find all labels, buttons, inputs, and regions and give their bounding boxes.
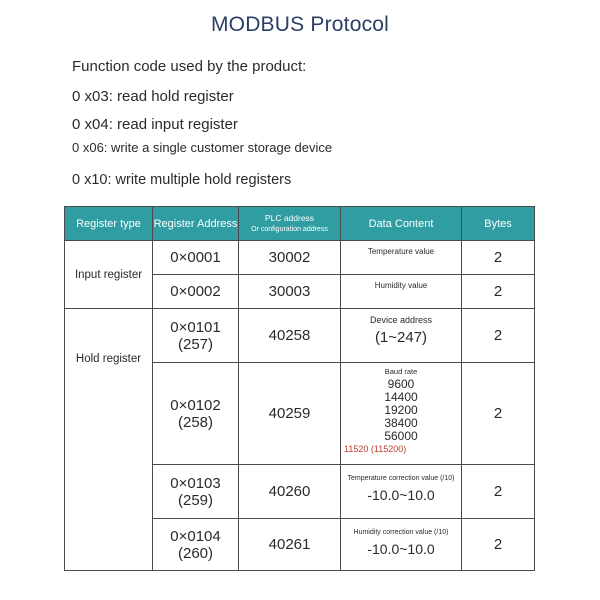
- register-address: 0×0002: [153, 275, 239, 309]
- baud-rate-option: 56000: [384, 429, 418, 443]
- baud-rate-option: 9600: [387, 377, 415, 391]
- group-hold-register: Hold register: [65, 309, 153, 571]
- bytes-value: 2: [462, 275, 535, 309]
- table-header-row: [65, 207, 535, 241]
- plc-address: 40261: [239, 519, 341, 571]
- bytes-value: 2: [462, 241, 535, 275]
- bytes-value: 2: [462, 465, 535, 519]
- data-content: [341, 309, 462, 363]
- baud-rate-option: 14400: [384, 390, 418, 404]
- data-content: [341, 363, 462, 465]
- content-label: Temperature correction value (/10): [347, 475, 455, 482]
- data-content: [341, 519, 462, 571]
- content-value: (1~247): [374, 329, 428, 346]
- baud-rate-highlight: 11520 (115200): [344, 444, 407, 454]
- group-input-register: Input register: [65, 241, 153, 309]
- page-title: MODBUS Protocol: [210, 13, 390, 36]
- bytes-value: 2: [462, 309, 535, 363]
- baud-rate-option: 19200: [384, 403, 418, 417]
- function-code-heading: Function code used by the product:: [72, 58, 307, 75]
- content-label: Baud rate: [384, 367, 418, 376]
- address-hex: 0×0101: [170, 318, 221, 336]
- address-dec: (259): [177, 491, 214, 509]
- plc-address: 40259: [239, 363, 341, 465]
- content-value: -10.0~10.0: [367, 487, 435, 503]
- register-address: [153, 309, 239, 363]
- bytes-value: 2: [462, 519, 535, 571]
- header-data-content: Data Content: [341, 207, 462, 241]
- data-content: [341, 465, 462, 519]
- address-hex: 0×0104: [170, 527, 221, 545]
- function-code-item: 0 x04: read input register: [72, 116, 238, 133]
- header-bytes: Bytes: [462, 207, 535, 241]
- address-hex: 0×0102: [170, 396, 221, 414]
- address-dec: (257): [177, 335, 214, 353]
- function-code-item: 0 x10: write multiple hold registers: [72, 172, 292, 188]
- content-value: -10.0~10.0: [367, 541, 435, 557]
- plc-address: 40258: [239, 309, 341, 363]
- bytes-value: 2: [462, 363, 535, 465]
- header-register-address: Register Address: [153, 207, 239, 241]
- data-content: [341, 241, 462, 275]
- content-label: Temperature value: [367, 247, 435, 256]
- content-label: Device address: [369, 315, 433, 325]
- header-plc-address-line2: Or configuration address: [251, 225, 328, 233]
- function-code-item: 0 x03: read hold register: [72, 88, 234, 105]
- function-code-item: 0 x06: write a single customer storage device: [72, 140, 333, 155]
- address-hex: 0×0103: [170, 474, 221, 492]
- register-table: [64, 206, 535, 571]
- header-plc-address: [239, 207, 341, 241]
- plc-address: 30002: [239, 241, 341, 275]
- header-plc-address-line1: PLC address: [264, 212, 315, 223]
- data-content: [341, 275, 462, 309]
- register-address: [153, 363, 239, 465]
- content-label: Humidity correction value (/10): [353, 529, 449, 536]
- register-address: [153, 519, 239, 571]
- table-row: [65, 241, 535, 275]
- register-address: 0×0001: [153, 241, 239, 275]
- plc-address: 30003: [239, 275, 341, 309]
- table-row: [65, 309, 535, 363]
- header-register-type: Register type: [65, 207, 153, 241]
- address-dec: (260): [177, 544, 214, 562]
- register-address: [153, 465, 239, 519]
- plc-address: 40260: [239, 465, 341, 519]
- address-dec: (258): [177, 413, 214, 431]
- baud-rate-option: 38400: [384, 416, 418, 430]
- content-label: Humidity value: [374, 281, 428, 290]
